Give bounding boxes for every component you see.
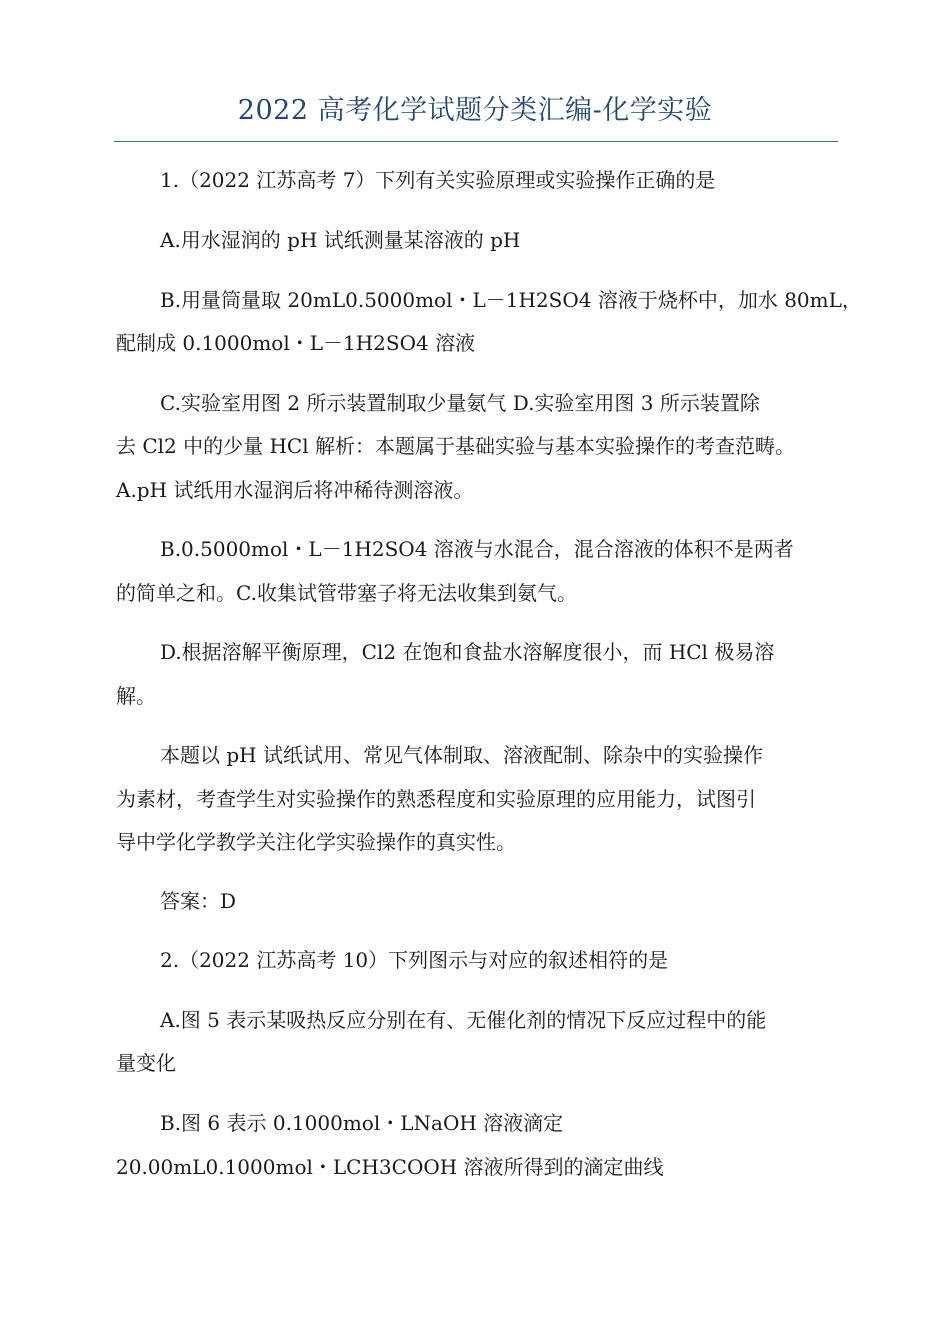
question-1-summary-line1: 本题以 pH 试纸试用、常见气体制取、溶液配制、除杂中的实验操作 [160,743,763,767]
document-title: 2022 高考化学试题分类汇编-化学实验 [237,95,713,126]
question-1-analysis-b-line2: 的简单之和。C.收集试管带塞子将无法收集到氨气。 [116,581,577,605]
question-1-option-b-line2: 配制成 0.1000mol・L－1H2SO4 溶液 [116,331,476,355]
title-divider [114,141,838,142]
question-2-option-b-line2: 20.00mL0.1000mol・LCH3COOH 溶液所得到的滴定曲线 [116,1155,664,1179]
question-1-analysis-d-line1: D.根据溶解平衡原理，Cl2 在饱和食盐水溶解度很小，而 HCl 极易溶 [160,640,775,664]
question-1-answer: 答案：D [160,889,237,913]
question-2-option-a-line1: A.图 5 表示某吸热反应分别在有、无催化剂的情况下反应过程中的能 [160,1008,767,1032]
question-1-option-b-line1: B.用量筒量取 20mL0.5000mol・L－1H2SO4 溶液于烧杯中，加水 80mL， [160,288,862,312]
question-1-option-cd-line1: C.实验室用图 2 所示装置制取少量氨气 D.实验室用图 3 所示装置除 [160,391,760,415]
question-1-analysis-b-line1: B.0.5000mol・L－1H2SO4 溶液与水混合，混合溶液的体积不是两者 [160,537,794,561]
question-1-analysis-d-line2: 解。 [116,684,156,708]
question-1-analysis-line1: 去 Cl2 中的少量 HCl 解析：本题属于基础实验与基本实验操作的考查范畴。 [116,434,795,458]
question-1-analysis-a: A.pH 试纸用水湿润后将冲稀待测溶液。 [116,478,474,502]
question-1-summary-line3: 导中学化学教学关注化学实验操作的真实性。 [116,830,516,854]
question-2-option-a-line2: 量变化 [116,1051,176,1075]
question-1-summary-line2: 为素材，考查学生对实验操作的熟悉程度和实验原理的应用能力，试图引 [116,787,756,811]
question-1-option-a: A.用水湿润的 pH 试纸测量某溶液的 pH [160,228,521,252]
question-1-stem: 1.（2022 江苏高考 7）下列有关实验原理或实验操作正确的是 [160,168,716,192]
question-2-stem: 2.（2022 江苏高考 10）下列图示与对应的叙述相符的是 [160,948,669,972]
question-2-option-b-line1: B.图 6 表示 0.1000mol・LNaOH 溶液滴定 [160,1111,564,1135]
